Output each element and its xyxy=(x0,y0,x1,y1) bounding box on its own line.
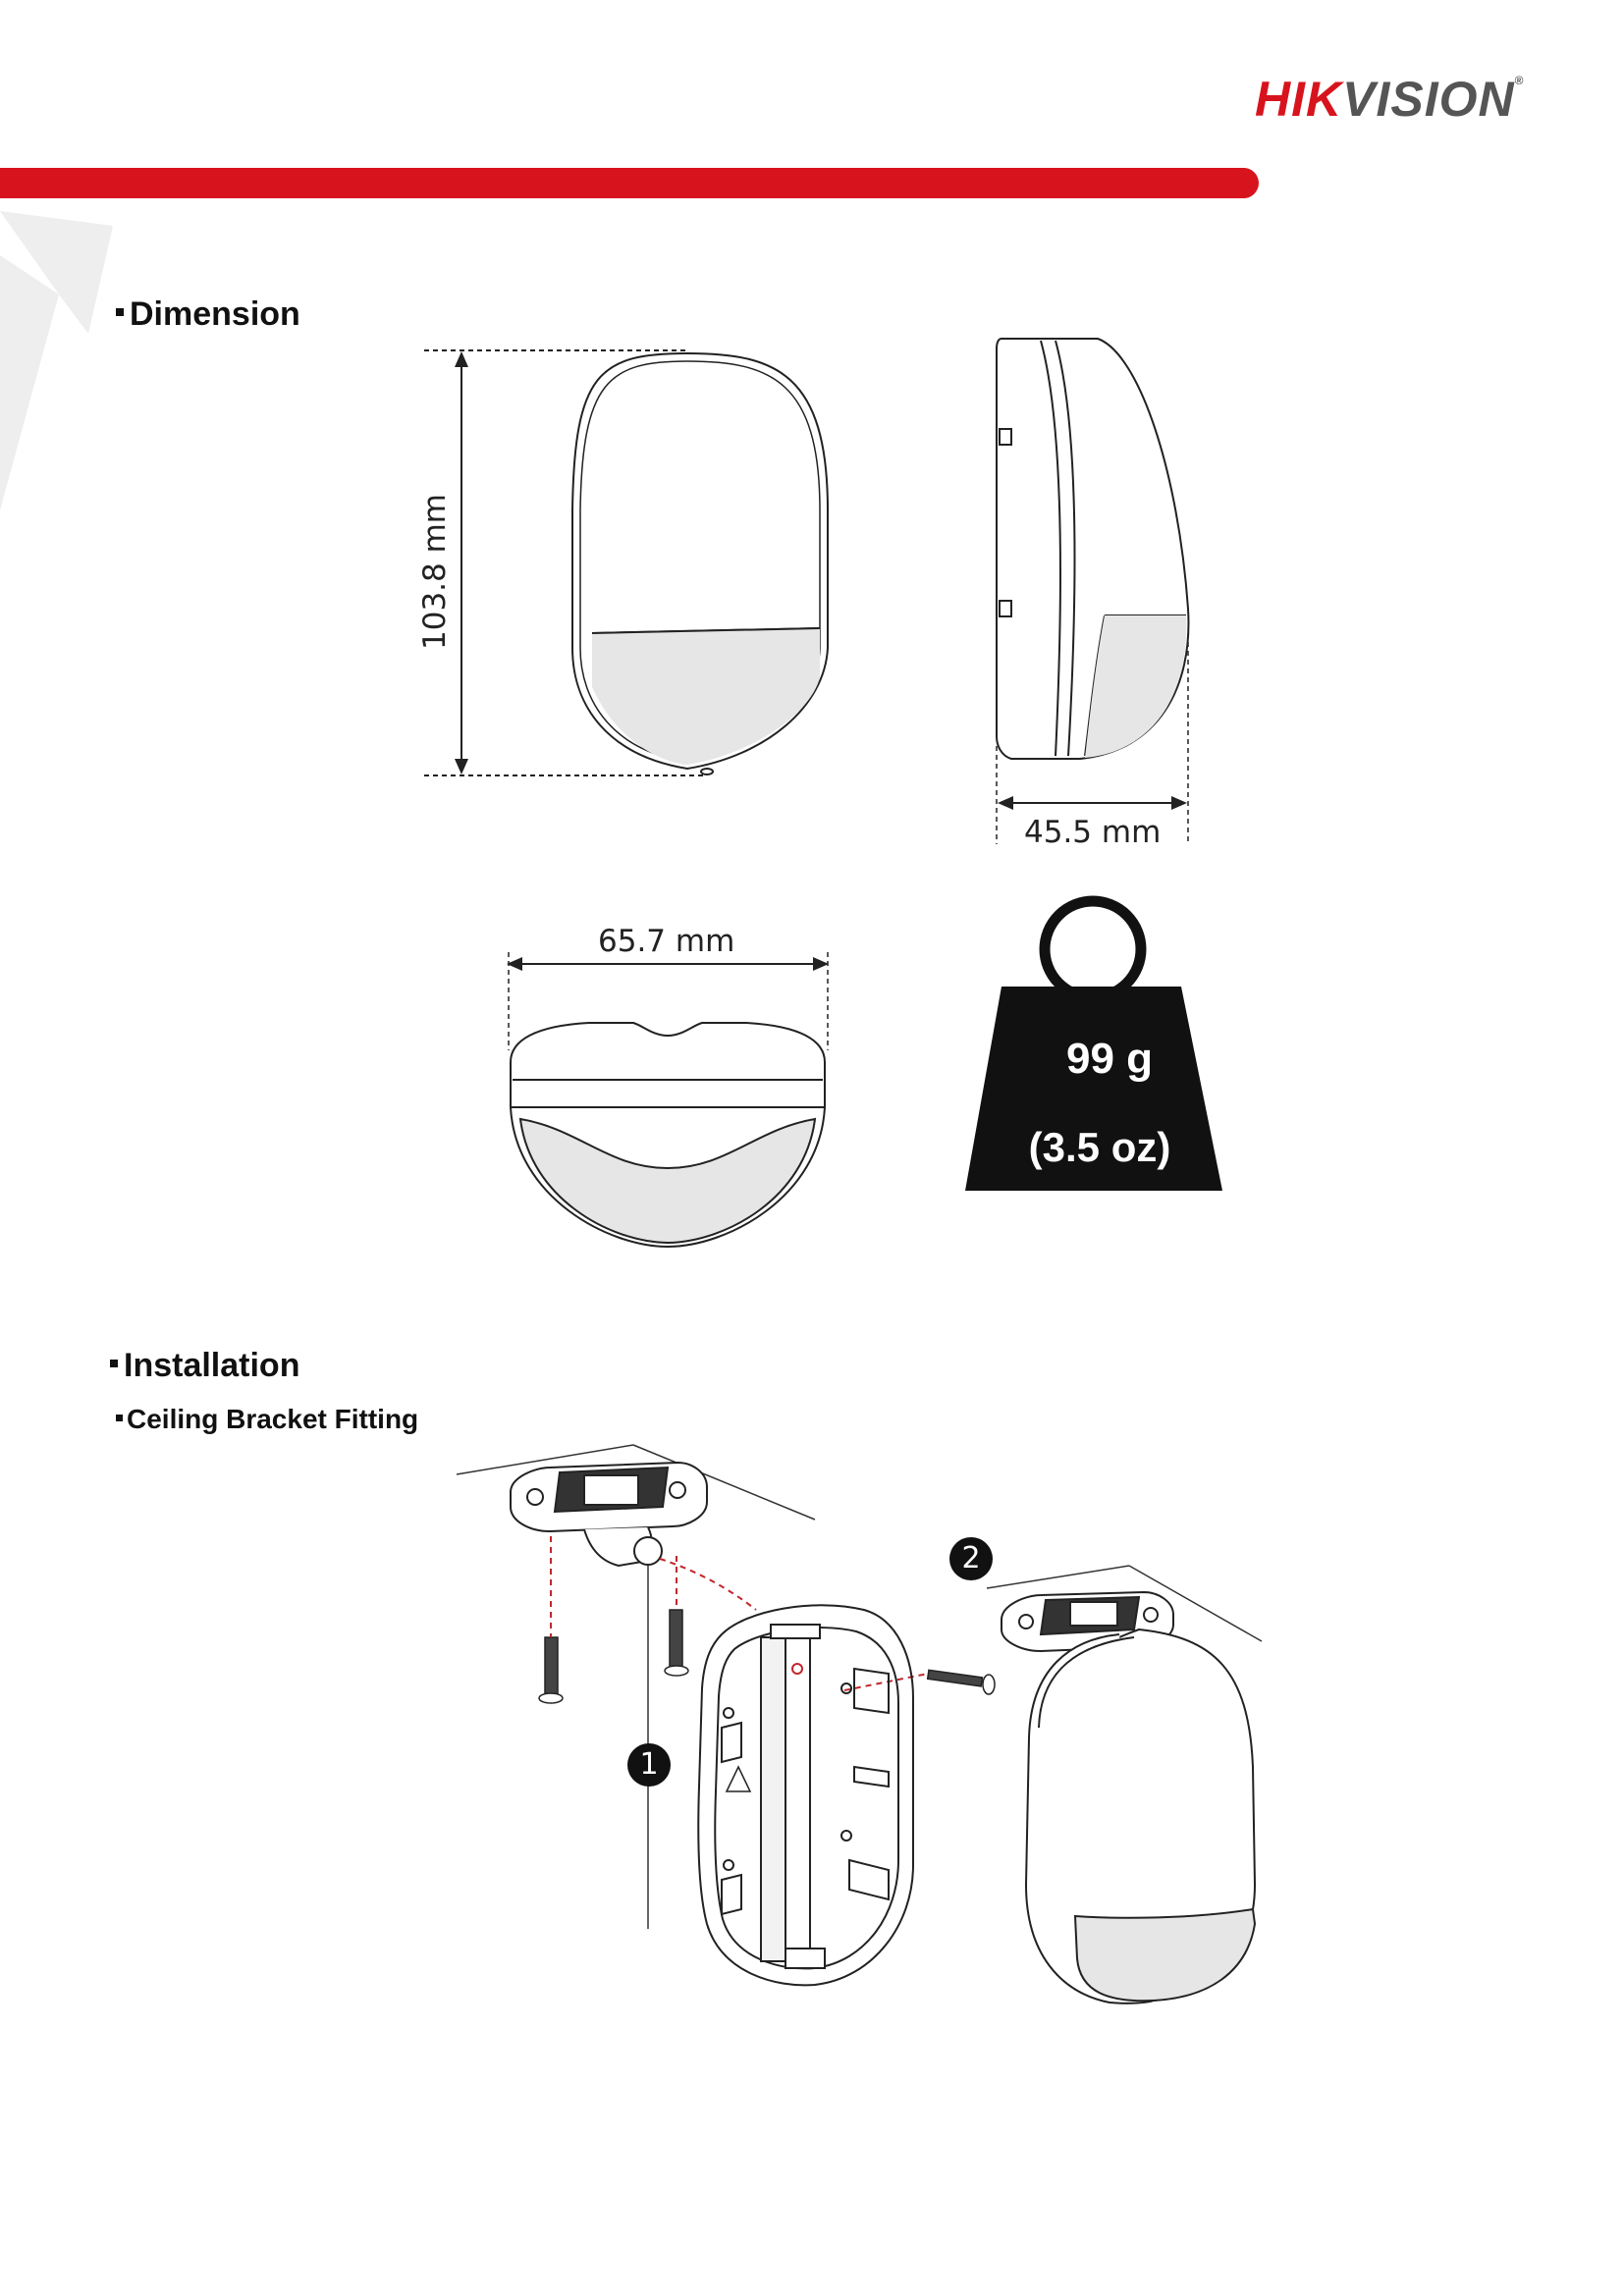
side-view-drawing xyxy=(997,339,1188,844)
ceiling-bracket-subheading xyxy=(116,1406,418,1433)
depth-dimension-line xyxy=(998,796,1187,810)
logo-hik-text: HIK xyxy=(1255,72,1343,127)
dimension-heading-text: Dimension xyxy=(130,295,300,333)
ceiling-bracket-drawing xyxy=(511,1463,707,1566)
depth-label: 45.5 mm xyxy=(1024,815,1162,850)
logo-registered-mark: ® xyxy=(1514,74,1525,87)
front-view-drawing xyxy=(572,353,828,774)
height-label: 103.8 mm xyxy=(417,494,453,650)
installation-heading-text: Installation xyxy=(124,1347,300,1384)
mounted-detector-drawing xyxy=(1001,1592,1255,2003)
hikvision-logo xyxy=(1255,72,1525,127)
installation-heading xyxy=(110,1349,299,1382)
weight-ounces-label: (3.5 oz) xyxy=(1028,1124,1171,1170)
width-label: 65.7 mm xyxy=(598,924,735,959)
bullet-icon xyxy=(116,1415,123,1421)
ceiling-bracket-subheading-text: Ceiling Bracket Fitting xyxy=(127,1404,419,1434)
step-2-badge: 2 xyxy=(949,1537,993,1580)
bracket-back-cover-drawing xyxy=(698,1605,913,1985)
decorative-background-shapes xyxy=(0,211,113,510)
bullet-icon xyxy=(116,308,124,316)
logo-vision-text: VISION xyxy=(1342,72,1515,127)
top-view-drawing xyxy=(511,1023,825,1247)
dimension-heading xyxy=(116,297,300,331)
weight-grams-label: 99 g xyxy=(1065,1035,1154,1083)
bullet-icon xyxy=(110,1360,118,1367)
step-1-badge: 1 xyxy=(627,1743,671,1787)
header-red-bar xyxy=(0,168,1259,198)
